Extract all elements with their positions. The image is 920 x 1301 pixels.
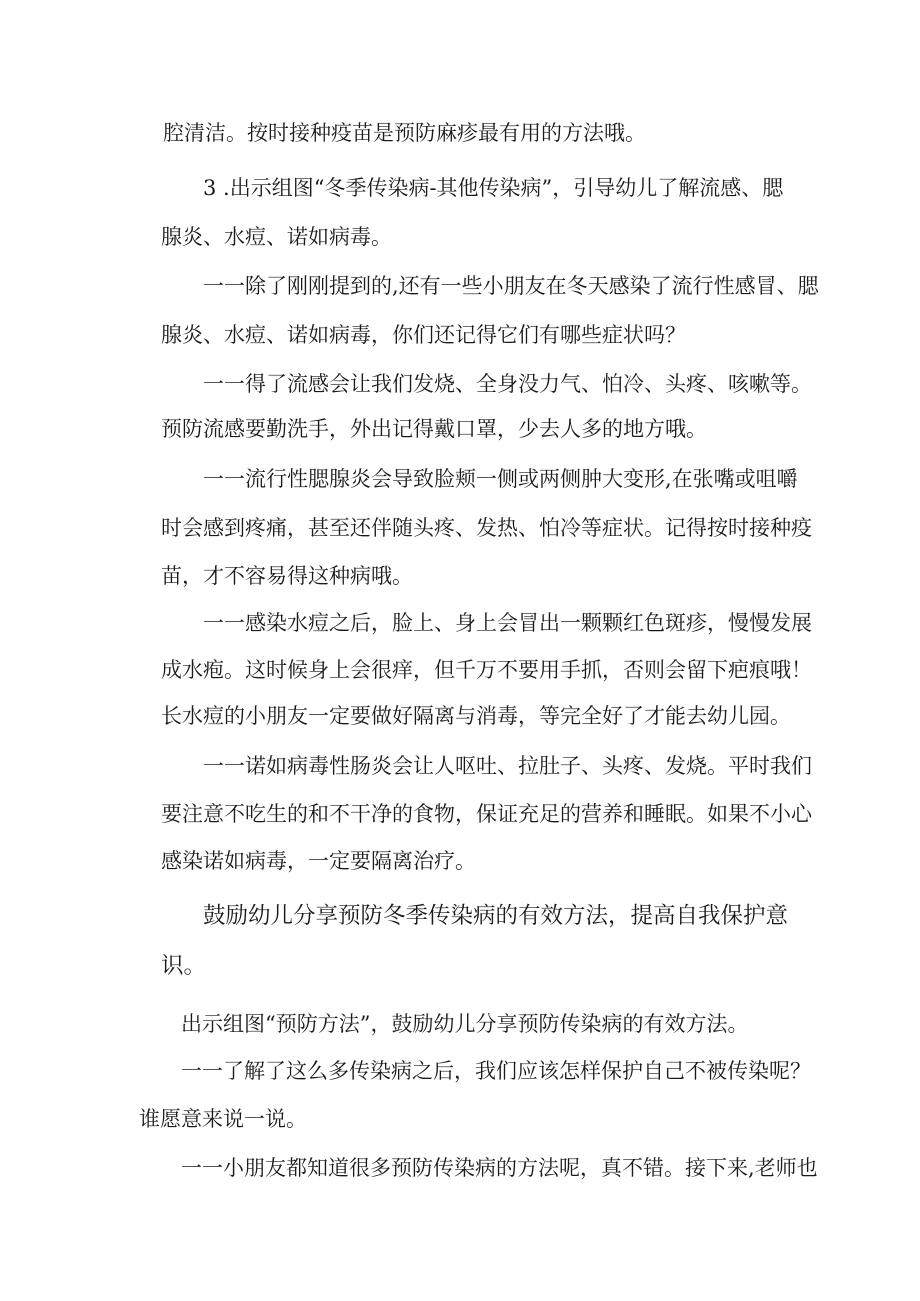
text-line-8: 一一流行性腮腺炎会导致脸颊一侧或两侧肿大变形,在张嘴或咀嚼 [203,467,798,491]
text-line-13: 长水痘的小朋友一定要做好隔离与消毒，等完全好了才能去幼儿园。 [161,704,791,728]
text-line-18: 识。 [161,953,207,979]
text-line-19: 出示组图“预防方法”，鼓励幼儿分享预防传染病的有效方法。 [181,1012,749,1036]
text-line-14: 一一诺如病毒性肠炎会让人呕吐、拉肚子、头疼、发烧。平时我们 [203,754,812,778]
text-line-9: 时会感到疼痛，甚至还伴随头疼、发热、怕冷等症状。记得按时接种疫 [161,516,812,540]
text-line-22: 一一小朋友都知道很多预防传染病的方法呢，真不错。接下来,老师也 [181,1156,818,1180]
text-line-3: 腺炎、水痘、诺如病毒。 [161,225,392,249]
text-line-20: 一一了解了这么多传染病之后，我们应该怎样保护自己不被传染呢？ [181,1059,811,1083]
text-line-11: 一一感染水痘之后，脸上、身上会冒出一颗颗红色斑疹，慢慢发展 [203,611,812,635]
text-line-21: 谁愿意来说一说。 [139,1107,307,1131]
text-line-6: 一一得了流感会让我们发烧、全身没力气、怕冷、头疼、咳嗽等。 [203,372,812,396]
text-line-15: 要注意不吃生的和不干净的食物，保证充足的营养和睡眠。如果不小心 [161,802,812,826]
text-line-12: 成水疱。这时候身上会很痒，但千万不要用手抓，否则会留下疤痕哦！ [161,658,812,682]
text-line-16: 感染诺如病毒，一定要隔离治疗。 [161,849,476,873]
text-line-10: 苗，才不容易得这种病哦。 [161,564,413,588]
text-line-1: 腔清洁。按时接种疫苗是预防麻疹最有用的方法哦。 [163,121,646,145]
text-line-7: 预防流感要勤洗手，外出记得戴口罩，少去人多的地方哦。 [161,417,707,441]
text-line-17: 鼓励幼儿分享预防冬季传染病的有效方法，提高自我保护意 [203,903,789,929]
text-line-4: 一一除了刚刚提到的,还有一些小朋友在冬天感染了流行性感冒、腮 [203,274,819,298]
text-line-2: 3 .出示组图“冬季传染病-其他传染病”，引导幼儿了解流感、腮 [203,176,784,200]
text-line-5: 腺炎、水痘、诺如病毒，你们还记得它们有哪些症状吗？ [161,323,686,347]
